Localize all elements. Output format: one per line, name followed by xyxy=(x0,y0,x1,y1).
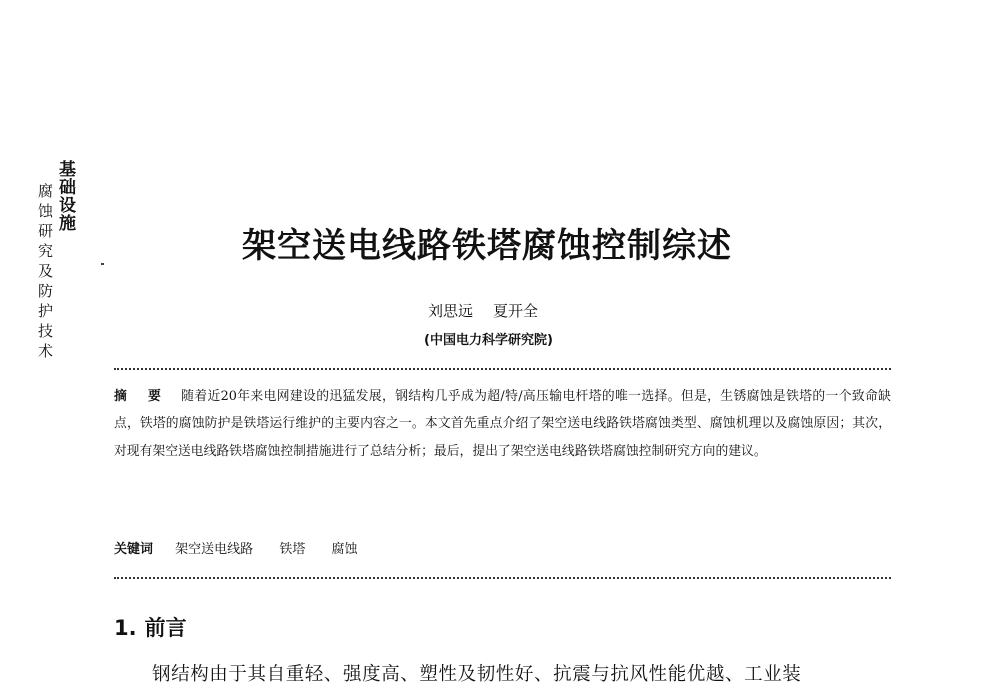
keyword: 架空送电线路 xyxy=(175,542,254,557)
divider-top xyxy=(114,368,891,370)
keyword: 腐蚀 xyxy=(331,542,358,557)
section-number: 1. xyxy=(114,616,137,640)
author-name: 刘思远 xyxy=(428,302,474,320)
abstract-block xyxy=(114,383,891,465)
article-title: 架空送电线路铁塔腐蚀控制综述 xyxy=(242,226,732,266)
section-title: 前言 xyxy=(144,616,187,640)
author-list xyxy=(428,300,538,321)
keyword: 铁塔 xyxy=(279,542,306,557)
abstract-label: 摘 要 xyxy=(114,389,170,404)
stray-mark xyxy=(101,263,104,265)
body-paragraph: 钢结构由于其自重轻、强度高、塑性及韧性好、抗震与抗风性能优越、工业装 xyxy=(152,664,802,685)
section-category: 基础设施 xyxy=(55,160,75,232)
abstract-text: 随着近20年来电网建设的迅猛发展，钢结构几乎成为超/特/高压输电杆塔的唯一选择。但是，生锈腐蚀是铁塔的一个致命缺点，铁塔的腐蚀防护是铁塔运行维护的主要内容之一。本文首先重点介绍了架空送电线路铁塔腐蚀类型、腐蚀机理以及腐蚀原因；其次，对现有架空送电线路铁塔腐蚀控制措施进行了总结分析；最后，提出了架空送电线路铁塔腐蚀控制研究方向的建议。 xyxy=(114,389,891,459)
section-heading xyxy=(114,612,187,642)
divider-bottom xyxy=(114,577,891,579)
section-subcategory: 腐蚀研究及防护技术 xyxy=(36,183,54,363)
keywords-block xyxy=(114,538,379,557)
keywords-label: 关键词 xyxy=(114,542,154,557)
affiliation: (中国电力科学研究院) xyxy=(424,333,553,348)
author-name: 夏开全 xyxy=(493,302,539,320)
